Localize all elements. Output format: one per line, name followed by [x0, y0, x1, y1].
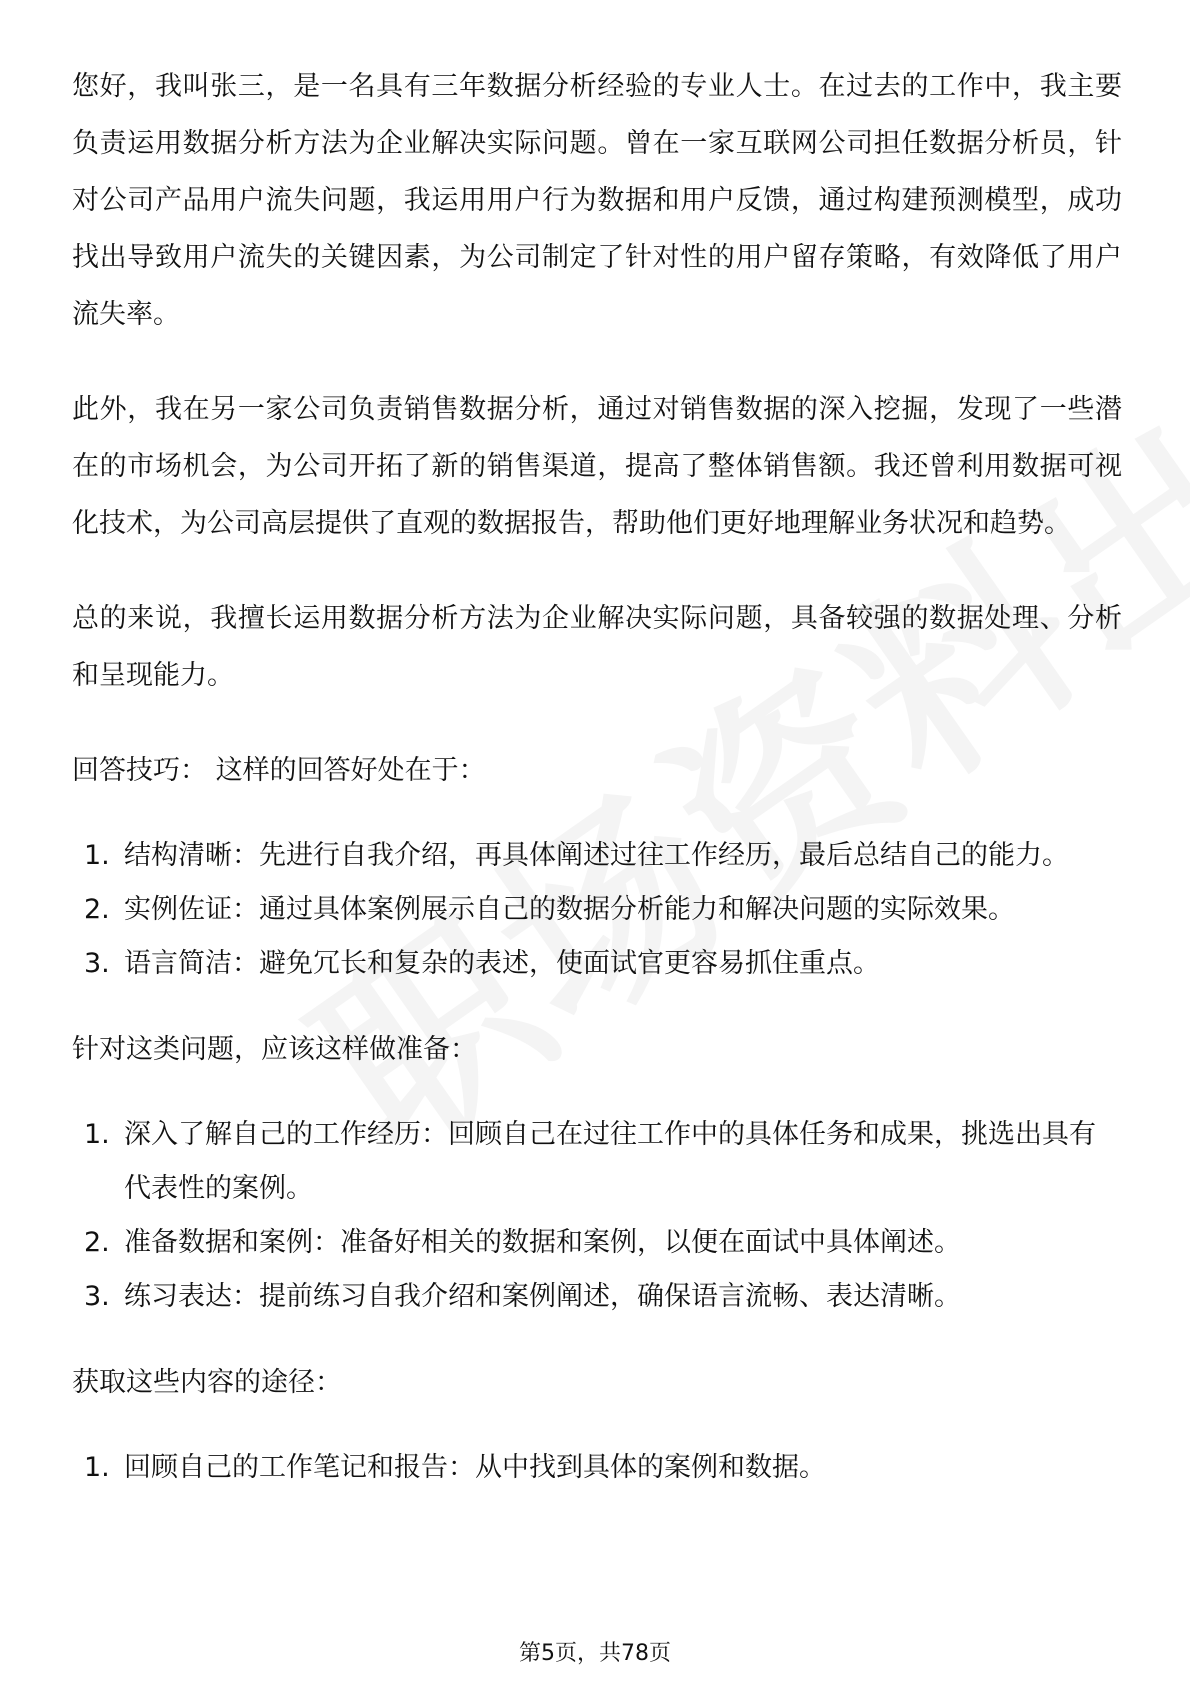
list-text: 结构清晰：先进行自我介绍，再具体阐述过往工作经历，最后总结自己的能力。 [124, 840, 1069, 871]
list-number: 1. [84, 1119, 110, 1150]
document-body [72, 58, 1122, 1525]
list-number: 3. [84, 948, 110, 979]
tips-heading: 回答技巧： 这样的回答好处在于： [72, 755, 486, 786]
list-text: 语言简洁：避免冗长和复杂的表述，使面试官更容易抓住重点。 [124, 948, 880, 979]
list-text: 深入了解自己的工作经历：回顾自己在过往工作中的具体任务和成果，挑选出具有代表性的案例。 [124, 1119, 1096, 1204]
list-item [72, 883, 1122, 937]
list-item [72, 937, 1122, 991]
list-number: 2. [84, 894, 110, 925]
list-text: 实例佐证：通过具体案例展示自己的数据分析能力和解决问题的实际效果。 [124, 894, 1015, 925]
paragraph-sales: 此外，我在另一家公司负责销售数据分析，通过对销售数据的深入挖掘，发现了一些潜在的市场机会，为公司开拓了新的销售渠道，提高了整体销售额。我还曾利用数据可视化技术，为公司高层提供了直观的数据报告，帮助他们更好地理解业务状况和趋势。 [72, 394, 1122, 539]
paragraph-intro: 您好，我叫张三，是一名具有三年数据分析经验的专业人士。在过去的工作中，我主要负责运用数据分析方法为企业解决实际问题。曾在一家互联网公司担任数据分析员，针对公司产品用户流失问题，我运用用户行为数据和用户反馈，通过构建预测模型，成功找出导致用户流失的关键因素，为公司制定了针对性的用户留存策略，有效降低了用户流失率。 [72, 71, 1122, 330]
list-text: 回顾自己的工作笔记和报告：从中找到具体的案例和数据。 [124, 1452, 826, 1483]
list-number: 1. [84, 840, 110, 871]
page-footer: 第5页，共78页 [519, 1641, 671, 1666]
sources-list [72, 1441, 1122, 1495]
list-item [72, 1441, 1122, 1495]
list-item [72, 1108, 1122, 1216]
list-number: 2. [84, 1227, 110, 1258]
list-text: 练习表达：提前练习自我介绍和案例阐述，确保语言流畅、表达清晰。 [124, 1281, 961, 1312]
list-item [72, 1270, 1122, 1324]
list-number: 1. [84, 1452, 110, 1483]
list-number: 3. [84, 1281, 110, 1312]
prep-heading: 针对这类问题，应该这样做准备： [72, 1034, 477, 1065]
sources-heading: 获取这些内容的途径： [72, 1367, 342, 1398]
list-text: 准备数据和案例：准备好相关的数据和案例，以便在面试中具体阐述。 [124, 1227, 961, 1258]
prep-list [72, 1108, 1122, 1324]
list-item [72, 829, 1122, 883]
list-item [72, 1216, 1122, 1270]
tips-list [72, 829, 1122, 991]
paragraph-summary: 总的来说，我擅长运用数据分析方法为企业解决实际问题，具备较强的数据处理、分析和呈现能力。 [72, 603, 1122, 691]
